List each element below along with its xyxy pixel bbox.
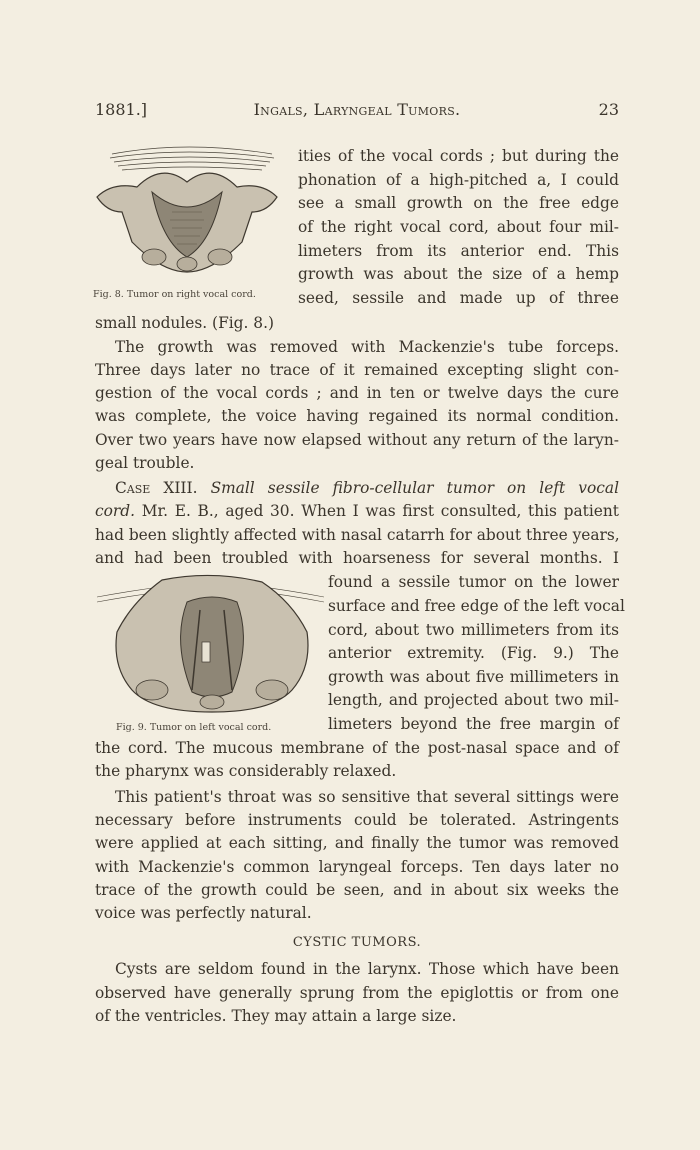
text-line: of the ventricles. They may attain a large size. <box>95 1007 457 1025</box>
text-line: cord. Mr. E. B., aged 30. When I was first consulted, this patient <box>95 502 619 520</box>
text-line: limeters beyond the free margin of <box>328 715 619 733</box>
text-line: gestion of the vocal cords ; and in ten or twelve days the cure <box>95 384 619 402</box>
text-line: Cysts are seldom found in the larynx. Those which have been <box>115 960 619 978</box>
text-line: was complete, the voice having regained its normal condition. <box>95 407 619 425</box>
text-line: surface and free edge of the left vocal <box>328 597 625 615</box>
figure-8-larynx-illustration <box>92 142 282 277</box>
text-line: growth was about five millimeters in <box>328 668 619 686</box>
case-number: Case XIII. <box>115 479 198 497</box>
text-line: length, and projected about two mil- <box>328 691 619 709</box>
text-line: voice was perfectly natural. <box>95 904 312 922</box>
text-line: of the right vocal cord, about four mil- <box>298 218 619 236</box>
text-line: were applied at each sitting, and finally the tumor was removed <box>95 834 619 852</box>
text-line: geal trouble. <box>95 454 195 472</box>
text-line: found a sessile tumor on the lower <box>328 573 619 591</box>
text-line: anterior extremity. (Fig. 9.) The <box>328 644 619 662</box>
text-line: trace of the growth could be seen, and in about six weeks the <box>95 881 619 899</box>
case-heading-line <box>115 477 619 500</box>
case-title-end: cord. <box>95 502 135 520</box>
text-line: Over two years have now elapsed without any return of the laryn- <box>95 431 619 449</box>
text-line: seed, sessile and made up of three <box>298 289 619 307</box>
text-line: ities of the vocal cords ; but during the <box>298 147 619 165</box>
text-line: see a small growth on the free edge <box>298 194 619 212</box>
text-line: small nodules. (Fig. 8.) <box>95 314 274 332</box>
text-line: and had been troubled with hoarseness for several months. I <box>95 549 619 567</box>
header-title: Ingals, Laryngeal Tumors. <box>253 100 461 119</box>
text-line: The growth was removed with Mackenzie's tube forceps. <box>115 338 619 356</box>
text-line: cord, about two millimeters from its <box>328 621 619 639</box>
figure-8-caption: Fig. 8. Tumor on right vocal cord. <box>93 289 256 300</box>
running-header <box>95 100 619 124</box>
text-line: Three days later no trace of it remained excepting slight con- <box>95 361 619 379</box>
text-line: had been slightly affected with nasal catarrh for about three years, <box>95 526 620 544</box>
page-number: 23 <box>598 100 619 119</box>
text-line: phonation of a high-pitched a, I could <box>298 171 619 189</box>
text-line: growth was about the size of a hemp <box>298 265 619 283</box>
section-heading: CYSTIC TUMORS. <box>292 935 422 950</box>
figure-9-caption: Fig. 9. Tumor on left vocal cord. <box>116 722 272 733</box>
text-line: the pharynx was considerably relaxed. <box>95 762 397 780</box>
figure-9-larynx-illustration <box>92 572 324 720</box>
text-line: necessary before instruments could be tolerated. Astringents <box>95 811 619 829</box>
case-title: Small sessile fibro-cellular tumor on left vocal <box>210 479 619 497</box>
text-line: the cord. The mucous membrane of the post-nasal space and of <box>95 739 619 757</box>
text-line: This patient's throat was so sensitive that several sittings were <box>115 788 619 806</box>
header-year: 1881.] <box>95 100 148 119</box>
text-line: observed have generally sprung from the epiglottis or from one <box>95 984 619 1002</box>
text-line: with Mackenzie's common laryngeal forceps. Ten days later no <box>95 858 619 876</box>
text-line: limeters from its anterior end. This <box>298 242 619 260</box>
